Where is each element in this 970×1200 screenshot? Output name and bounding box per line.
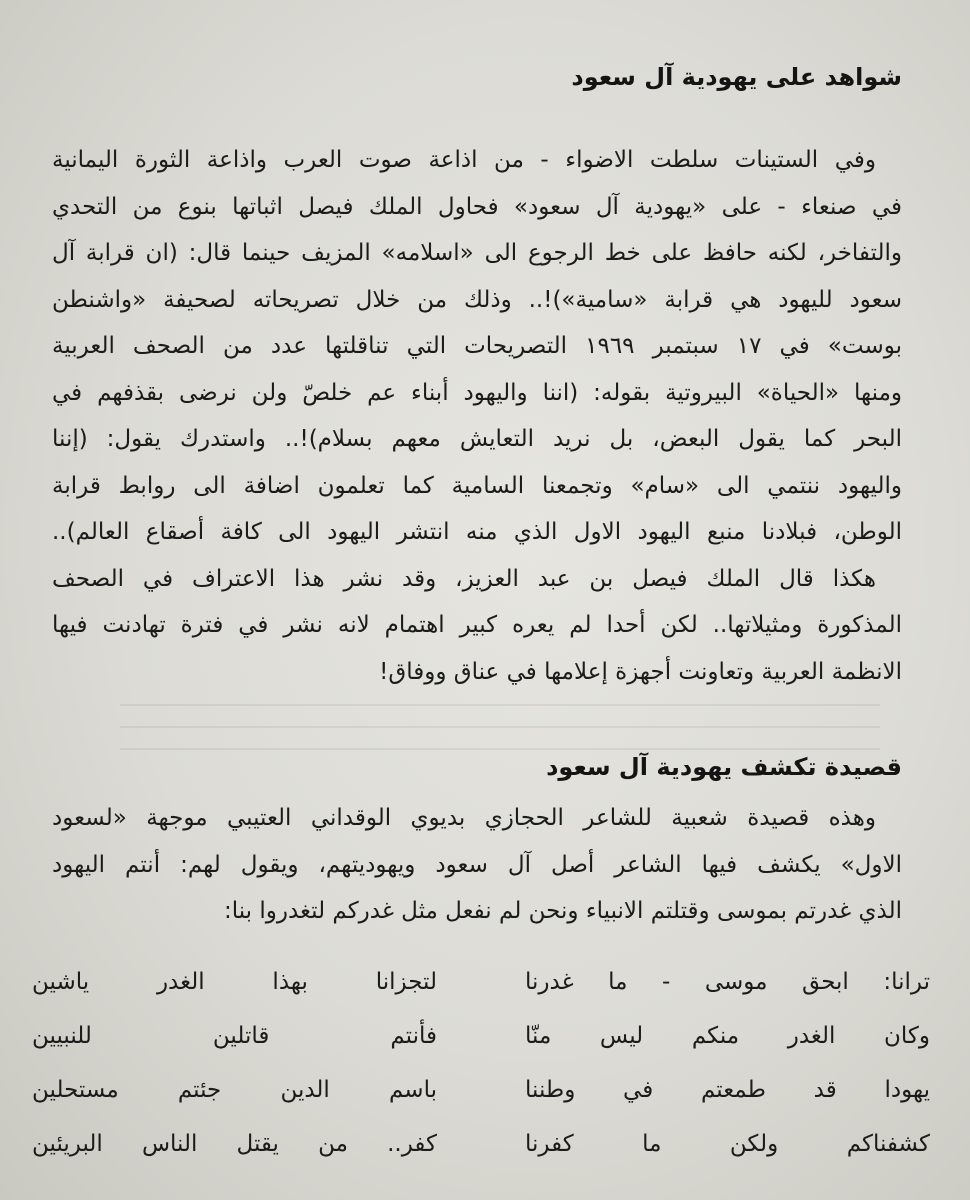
second-hemistich: كفر.. من يقتل الناس البريئين (32, 1131, 437, 1157)
first-hemistich: يهودا قد طمعتم في وطننا (525, 1077, 930, 1103)
text-line: سعود لليهود هي قرابة «سامية»)!.. وذلك من خلال تصريحاته لصحيفة «واشنطن (52, 286, 902, 313)
first-hemistich: وكان الغدر منكم ليس منّا (525, 1023, 930, 1049)
text-line: هكذا قال الملك فيصل بن عبد العزيز، وقد نشر هذا الاعتراف في الصحف (52, 565, 876, 592)
poem (32, 955, 930, 1171)
text-line: واليهود ننتمي الى «سام» وتجمعنا السامية كما تعلمون اضافة الى روابط قرابة (52, 472, 902, 499)
poem-verse (32, 955, 930, 1009)
second-hemistich: باسم الدين جئتم مستحلين (32, 1077, 437, 1103)
text-line: وهذه قصيدة شعبية للشاعر الحجازي بديوي الوقداني العتيبي موجهة «لسعود (52, 805, 876, 831)
show-through-text (120, 690, 880, 750)
text-line: الانظمة العربية وتعاونت أجهزة إعلامها في عناق ووفاق! (379, 658, 902, 685)
text-line: ومنها «الحياة» البيروتية بقوله: (اننا واليهود أبناء عم خلصّ ولن نرضى بقذفهم في (52, 379, 902, 406)
text-line: المذكورة ومثيلاتها.. لكن أحدا لم يعره كبير اهتمام لانه نشر في فترة تهادنت فيها (52, 612, 902, 638)
section-heading-poem: قصيدة تكشف يهودية آل سعود (546, 753, 902, 781)
text-line: في صنعاء - على «يهودية آل سعود» فحاول الملك فيصل اثباتها بنوع من التحدي (52, 193, 902, 220)
first-hemistich: كشفناكم ولكن ما كفرنا (525, 1131, 930, 1157)
poem-verse (32, 1009, 930, 1063)
text-line: والتفاخر، لكنه حافظ على خط الرجوع الى «اسلامه» المزيف حينما قال: (ان قرابة آل (52, 240, 902, 266)
text-line: الاول» يكشف فيها الشاعر أصل آل سعود ويهوديتهم، ويقول لهم: أنتم اليهود (52, 851, 902, 878)
second-hemistich: فأنتم قاتلين للنبيين (32, 1023, 437, 1049)
section-body-poem-intro (52, 795, 902, 935)
second-hemistich: لتجزانا بهذا الغدر ياشين (32, 969, 437, 995)
first-hemistich: ترانا: ابحق موسى - ما غدرنا (525, 969, 930, 995)
text-line: البحر كما يقول البعض، بل نريد التعايش معهم بسلام)!.. واستدرك يقول: (إننا (52, 426, 902, 452)
text-line: وفي الستينات سلطت الاضواء - من اذاعة صوت العرب واذاعة الثورة اليمانية (52, 147, 876, 173)
section-heading-evidence: شواهد على يهودية آل سعود (571, 63, 902, 91)
section-body-evidence (52, 137, 902, 695)
poem-verse (32, 1063, 930, 1117)
text-line: الذي غدرتم بموسى وقتلتم الانبياء ونحن لم نفعل مثل غدركم لتغدروا بنا: (223, 898, 902, 924)
poem-verse (32, 1117, 930, 1171)
text-line: بوست» في ١٧ سبتمبر ١٩٦٩ التصريحات التي تناقلتها عدد من الصحف العربية (52, 333, 902, 359)
text-line: الوطن، فبلادنا منبع اليهود الاول الذي منه انتشر اليهود الى كافة أصقاع العالم).. (52, 519, 902, 545)
